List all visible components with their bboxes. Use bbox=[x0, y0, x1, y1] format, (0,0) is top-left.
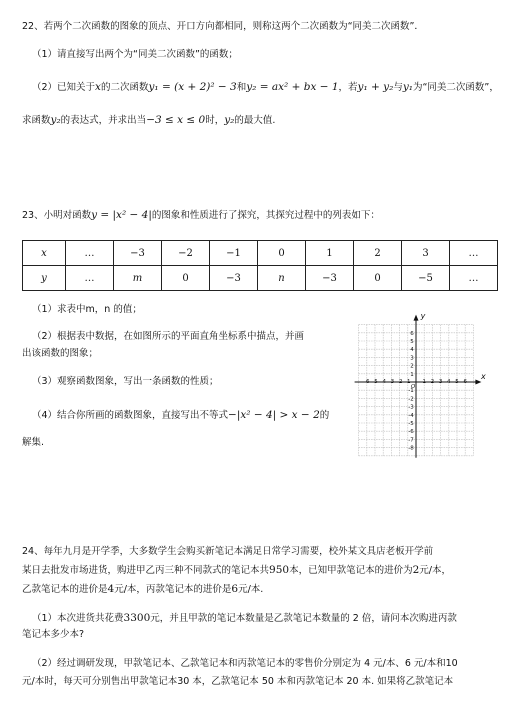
q22-part2 bbox=[32, 80, 499, 95]
x-tick-label: 6 bbox=[463, 379, 467, 385]
text-segment: 的 bbox=[319, 410, 330, 421]
q24-line2 bbox=[22, 563, 451, 578]
text-segment: 求函数 bbox=[22, 115, 51, 126]
grid-lines bbox=[355, 315, 482, 458]
number-segment: 950 bbox=[269, 564, 290, 576]
table-cell: −2 bbox=[162, 241, 210, 266]
y-tick-label: -7 bbox=[408, 437, 414, 444]
table-cell: m bbox=[114, 266, 162, 291]
table-cell: −3 bbox=[114, 241, 162, 266]
q24-part1-line2: 笔记本多少本? bbox=[22, 629, 85, 640]
table-row-y bbox=[23, 266, 498, 291]
text-segment: 的最大值. bbox=[234, 115, 276, 126]
q23-part3: （3）观察函数图象，写出一条函数的性质； bbox=[32, 376, 219, 387]
q23-part1: （1）求表中m，n 的值； bbox=[32, 304, 142, 315]
text-segment: 元/本. bbox=[238, 584, 264, 595]
text-segment: 的二次函数 bbox=[100, 82, 149, 93]
q24-part2-line1: （2）经过调研发现，甲款笔记本、乙款笔记本和丙款笔记本的零售价分别定为 4 元/本、6 元/本和10 bbox=[32, 658, 458, 669]
y-tick-label: -1 bbox=[408, 388, 414, 395]
math-x: x bbox=[95, 81, 101, 93]
x-tick-label: -2 bbox=[396, 379, 403, 385]
q22-intro: 22、若两个二次函数的图象的顶点、开口方向都相同，则称这两个二次函数为“同美二次函数”． bbox=[22, 21, 424, 32]
q23-part4 bbox=[32, 408, 329, 423]
q24-line3 bbox=[22, 582, 263, 597]
x-tick-label: -4 bbox=[380, 379, 386, 385]
q23-part2-line1: （2）根据表中数据，在如图所示的平面直角坐标系中描点，并画 bbox=[32, 331, 305, 342]
y-tick-label: 4 bbox=[410, 347, 414, 354]
x-tick-label: 3 bbox=[438, 379, 443, 385]
table-cell: … bbox=[66, 241, 114, 266]
x-tick-label: 4 bbox=[447, 379, 451, 385]
y-tick-label: 6 bbox=[410, 330, 414, 337]
table-cell: n bbox=[258, 266, 306, 291]
table-cell: x bbox=[23, 241, 66, 266]
math-y2-expr: y₂ = ax² + bx − 1 bbox=[246, 81, 339, 93]
table-cell: 3 bbox=[402, 241, 450, 266]
x-tick-label: -3 bbox=[388, 379, 395, 385]
number-segment: 2 bbox=[412, 564, 420, 576]
x-tick-label: -6 bbox=[364, 379, 370, 385]
table-cell: y bbox=[23, 266, 66, 291]
text-segment: （2）已知关于 bbox=[32, 82, 96, 93]
x-tick-label: 1 bbox=[422, 379, 426, 385]
table-cell: 0 bbox=[162, 266, 210, 291]
q23-intro bbox=[22, 208, 380, 223]
number-segment: 3300 bbox=[123, 612, 151, 624]
text-segment: 元，并且甲款的笔记本数量是乙款笔记本数量的 2 倍，请问本次购进丙款 bbox=[150, 613, 457, 624]
x-tick-label: -1 bbox=[405, 379, 411, 385]
q22-part1: （1）请直接写出两个为“同美二次函数”的函数； bbox=[32, 49, 238, 60]
math-y1-expr: y₁ = (x + 2)² − 3 bbox=[148, 81, 237, 93]
table-cell: 1 bbox=[306, 241, 354, 266]
text-segment: 某日去批发市场进货，购进甲乙丙三种不同款式的笔记本共 bbox=[22, 565, 270, 576]
table-cell: −5 bbox=[402, 266, 450, 291]
y-tick-label: -8 bbox=[408, 445, 414, 452]
y-axis-label: y bbox=[420, 311, 426, 321]
table-cell: −3 bbox=[210, 266, 258, 291]
x-tick-label: 2 bbox=[430, 379, 435, 385]
origin-label: O bbox=[410, 384, 416, 390]
y-tick-label: 5 bbox=[410, 339, 414, 345]
text-segment: 23、小明对函数 bbox=[22, 210, 92, 221]
number-segment: 4 bbox=[107, 583, 115, 595]
text-segment: 时， bbox=[205, 115, 225, 126]
table-cell: −1 bbox=[210, 241, 258, 266]
table-cell: … bbox=[66, 266, 114, 291]
text-segment: 与 bbox=[393, 82, 403, 93]
text-segment: 的图象和性质进行了探究，其探究过程中的列表如下： bbox=[151, 210, 380, 221]
q24-line1: 24、每年九月是开学季，大多数学生会购买新笔记本满足日常学习需要，校外某文具店老板开学前 bbox=[22, 546, 434, 557]
math-range-expr: −3 ≤ x ≤ 0 bbox=[146, 114, 206, 126]
text-segment: 和 bbox=[236, 82, 247, 93]
q24-part1 bbox=[32, 611, 457, 626]
math-func-expr: y = |x² − 4| bbox=[91, 209, 152, 221]
text-segment: 元/本，丙款笔记本的进价是 bbox=[114, 584, 232, 595]
table-cell: 0 bbox=[258, 241, 306, 266]
text-segment: （4）结合你所画的函数图象，直接写出不等式 bbox=[32, 410, 229, 421]
table-row-x bbox=[23, 241, 498, 266]
text-segment: 为“同美二次函数”， bbox=[412, 82, 499, 93]
y-tick-label: 2 bbox=[410, 363, 414, 370]
y-tick-label: -2 bbox=[408, 396, 414, 403]
table-cell: … bbox=[450, 266, 498, 291]
table-cell: … bbox=[450, 241, 498, 266]
number-segment: 6 bbox=[231, 583, 239, 595]
y-tick-label: -5 bbox=[408, 421, 414, 427]
y-tick-label: 1 bbox=[410, 371, 414, 378]
text-segment: （1）本次进货共花费 bbox=[32, 613, 124, 624]
text-segment: 本，已知甲款笔记本的进价为 bbox=[289, 565, 413, 576]
q23-part2-line2: 出该函数的图象； bbox=[22, 348, 99, 359]
y-tick-label: 3 bbox=[410, 355, 414, 362]
y-tick-label: -3 bbox=[408, 404, 414, 411]
table-cell: 0 bbox=[354, 266, 402, 291]
math-y2-ref: y₂ bbox=[224, 114, 235, 126]
table-cell: 2 bbox=[354, 241, 402, 266]
math-inequality: −|x² − 4| > x − 2 bbox=[228, 409, 320, 421]
x-axis-label: x bbox=[481, 372, 486, 381]
y-tick-label: -6 bbox=[408, 429, 414, 436]
text-segment: 的表达式，并求出当 bbox=[60, 115, 147, 126]
text-segment: ，若 bbox=[338, 82, 358, 93]
table-cell: −3 bbox=[306, 266, 354, 291]
value-table bbox=[22, 240, 498, 291]
math-y2-ref: y₂ bbox=[50, 114, 61, 126]
math-y1-ref: y₁ bbox=[402, 81, 413, 93]
y-axis-arrow bbox=[414, 315, 419, 321]
text-segment: 元/本， bbox=[419, 565, 451, 576]
x-tick-label: -5 bbox=[372, 379, 378, 385]
y-tick-label: -4 bbox=[408, 412, 414, 419]
text-segment: 乙款笔记本的进价是 bbox=[22, 584, 108, 595]
math-sum-expr: y₁ + y₂ bbox=[357, 81, 394, 93]
coordinate-grid bbox=[344, 302, 504, 464]
q22-part2-line3 bbox=[22, 113, 275, 128]
q23-part4-line2: 解集. bbox=[22, 437, 45, 448]
x-tick-label: 5 bbox=[455, 379, 459, 385]
q24-part2-line2: 元/本时，每天可分别售出甲款笔记本30 本，乙款笔记本 50 本和丙款笔记本 20 本. 如果将乙款笔记本 bbox=[22, 676, 454, 687]
